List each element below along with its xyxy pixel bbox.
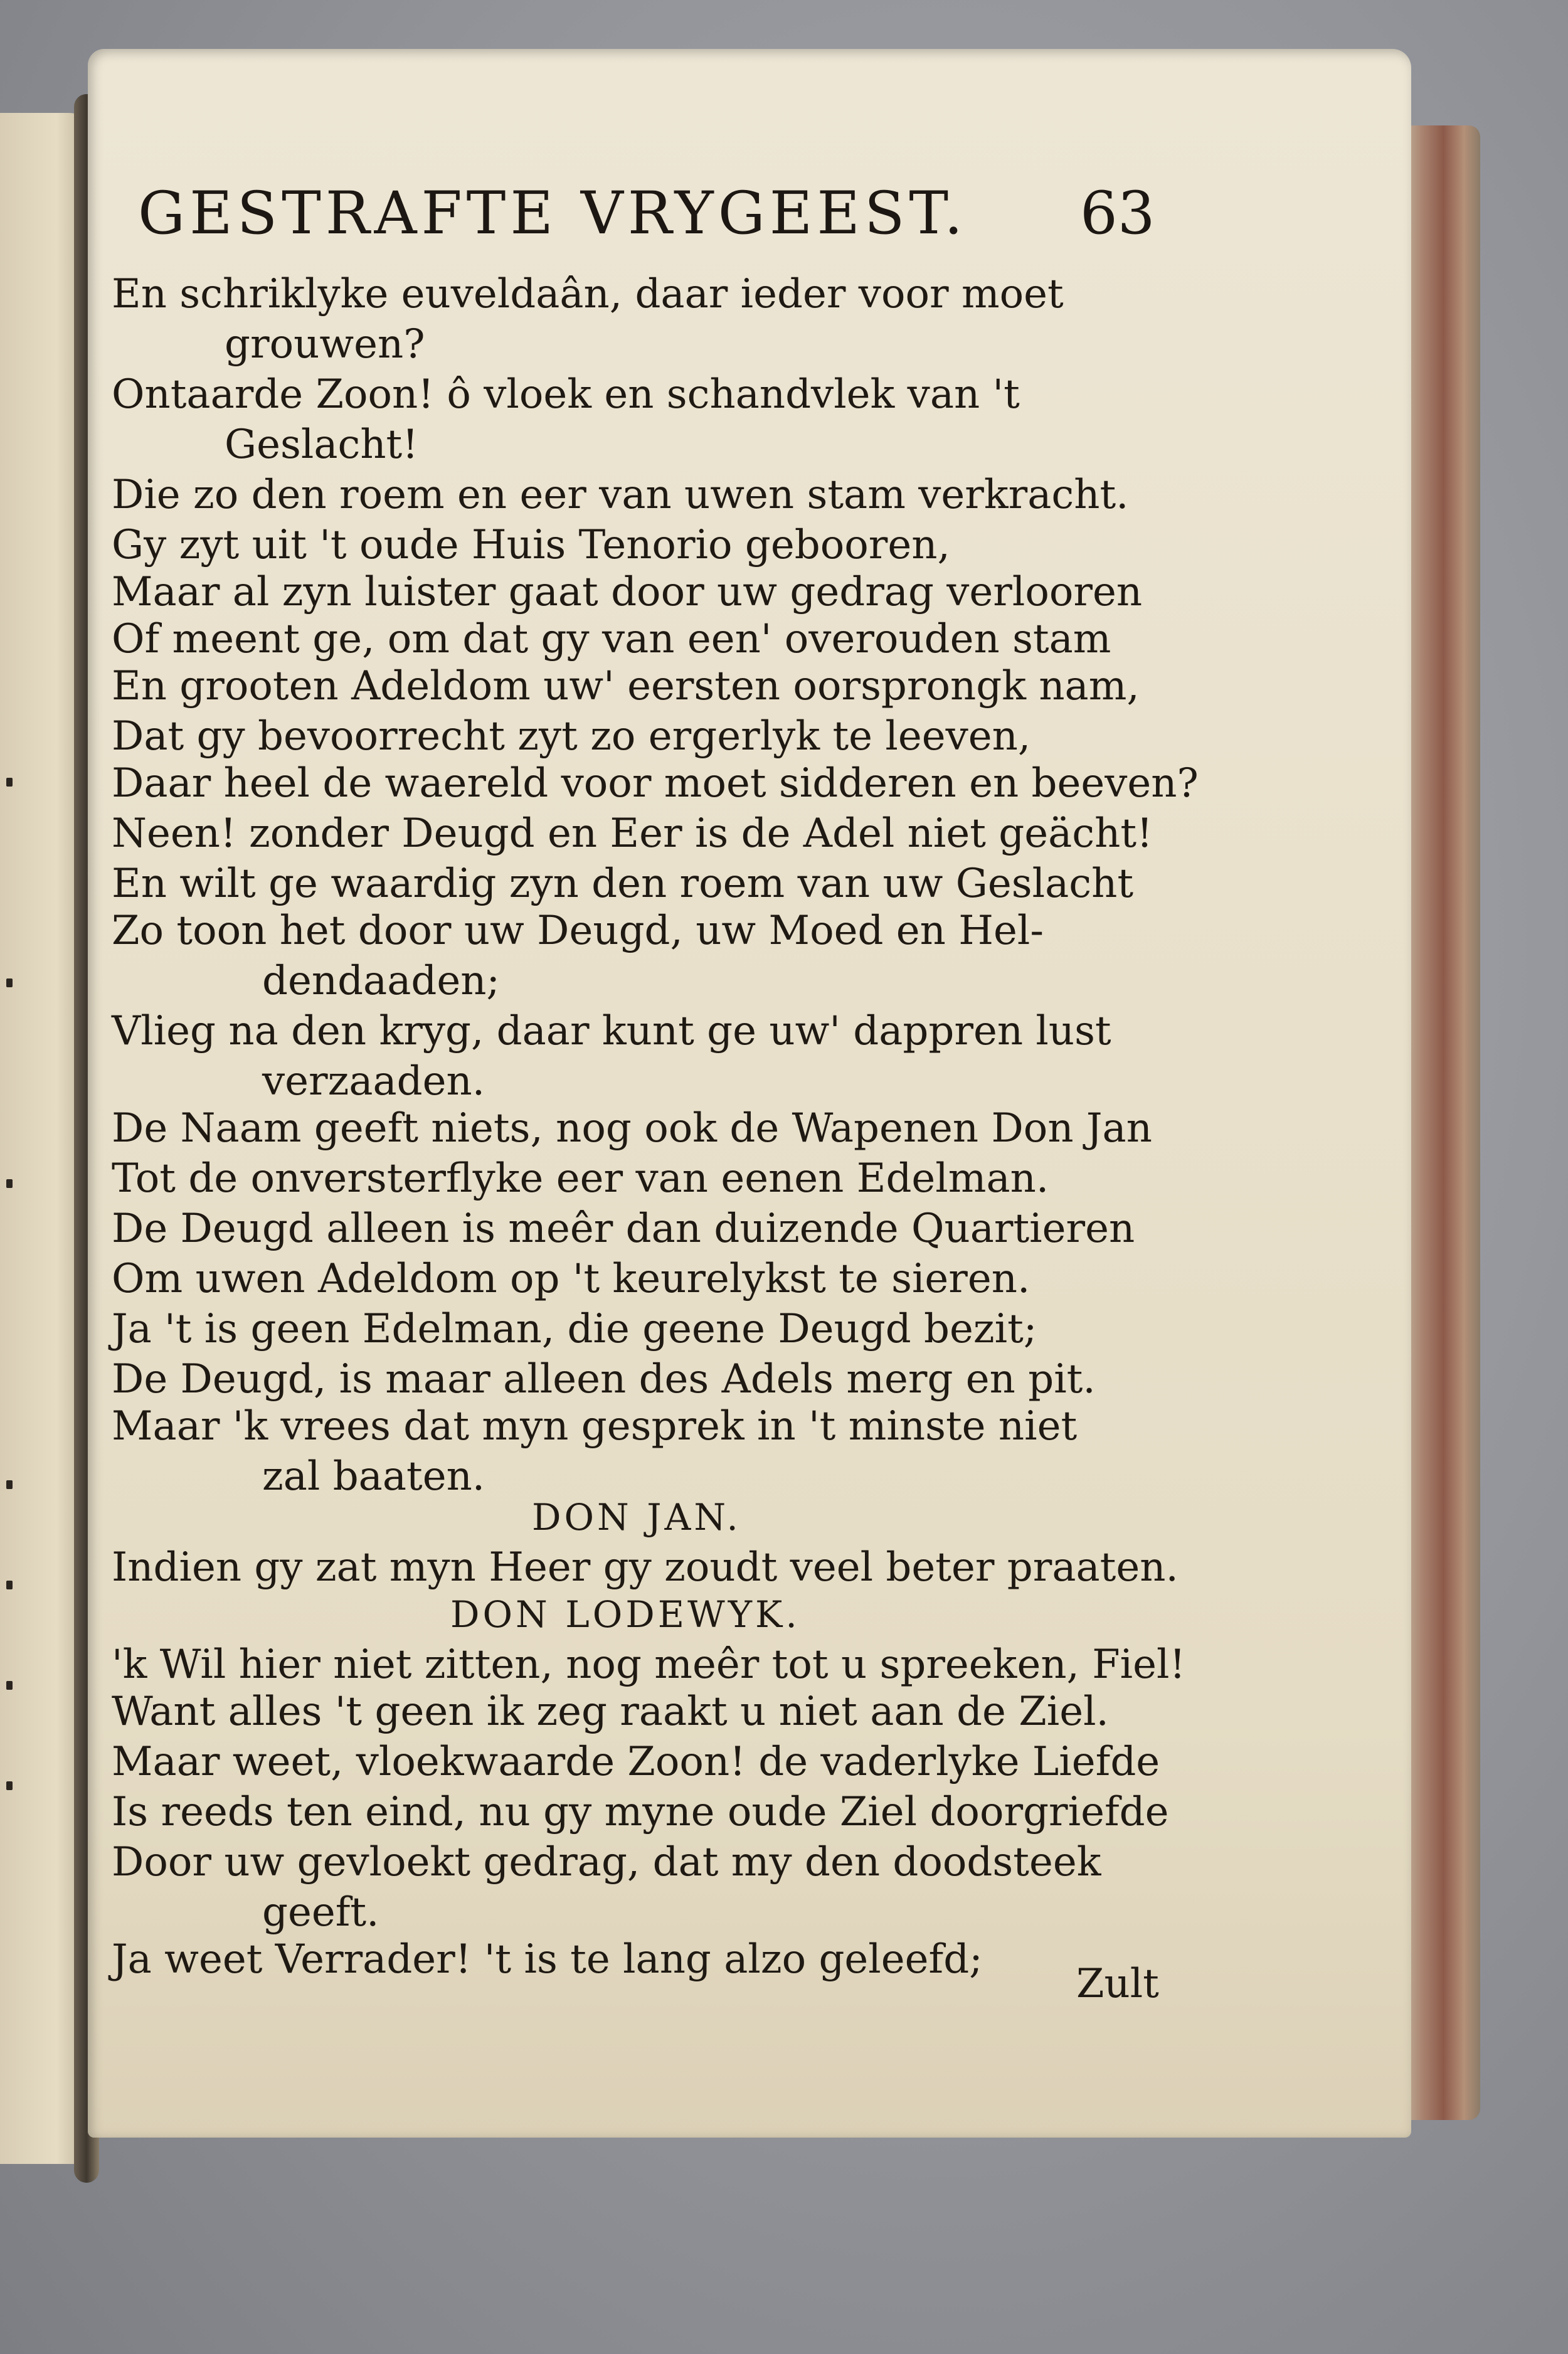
verse-line: De Deugd, is maar alleen des Adels merg en pit. [112, 1356, 1096, 1402]
verse-line: De Deugd alleen is meêr dan duizende Quartieren [112, 1206, 1135, 1252]
text-fragment [6, 1781, 13, 1790]
verse-line: De Naam geeft niets, nog ook de Wapenen Don Jan [112, 1105, 1152, 1152]
verse-line: Maar 'k vrees dat myn gesprek in 't minste niet [112, 1403, 1078, 1450]
verse-line: Ja 't is geen Edelman, die geene Deugd bezit; [112, 1306, 1037, 1352]
verse-line: En schriklyke euveldaân, daar ieder voor moet [112, 271, 1064, 317]
verse-line-continuation: zal baaten. [262, 1453, 485, 1500]
text-fragment [6, 978, 13, 987]
verse-line: Maar weet, vloekwaarde Zoon! de vaderlyke Liefde [112, 1739, 1160, 1785]
verse-line: Of meent ge, om dat gy van een' overouden stam [112, 616, 1111, 662]
verse-line: Is reeds ten eind, nu gy myne oude Ziel doorgriefde [112, 1789, 1169, 1835]
running-head: GESTRAFTE VRYGEEST. [138, 179, 968, 248]
page-number: 63 [1080, 179, 1155, 248]
verse-line-continuation: geeft. [262, 1889, 379, 1936]
verse-line: Die zo den roem en eer van uwen stam verkracht. [112, 472, 1129, 518]
verse-line: Ja weet Verrader! 't is te lang alzo geleefd; [112, 1936, 983, 1983]
text-fragment [6, 778, 13, 787]
verse-line-continuation: Geslacht! [225, 421, 418, 468]
verse-line: En wilt ge waardig zyn den roem van uw Geslacht [112, 861, 1134, 907]
verse-line: 'k Wil hier niet zitten, nog meêr tot u spreeken, Fiel! [112, 1641, 1186, 1688]
text-fragment [6, 1681, 13, 1690]
verse-line: Door uw gevloekt gedrag, dat my den doodsteek [112, 1839, 1101, 1885]
verse-line: Neen! zonder Deugd en Eer is de Adel niet geächt! [112, 810, 1153, 857]
verse-line: Indien gy zat myn Heer gy zoudt veel beter praaten. [112, 1544, 1179, 1591]
verse-line-continuation: dendaaden; [262, 958, 500, 1004]
verse-text [112, 0, 1199, 2070]
verse-line: Vlieg na den kryg, daar kunt ge uw' dappren lust [112, 1008, 1111, 1054]
catchword: Zult [1076, 1961, 1159, 2007]
verse-line: Om uwen Adeldom op 't keurelykst te sieren. [112, 1256, 1030, 1302]
verse-line: Want alles 't geen ik zeg raakt u niet aan de Ziel. [112, 1689, 1109, 1735]
verse-line: Tot de onversterflyke eer van eenen Edelman. [112, 1155, 1049, 1202]
verse-line-continuation: grouwen? [225, 321, 425, 368]
verse-line: Gy zyt uit 't oude Huis Tenorio gebooren, [112, 522, 950, 568]
verse-line-continuation: verzaaden. [262, 1058, 485, 1105]
verse-line: Maar al zyn luister gaat door uw gedrag verlooren [112, 569, 1143, 615]
verse-line: Zo toon het door uw Deugd, uw Moed en Hel- [112, 908, 1044, 954]
verse-line: En grooten Adeldom uw' eersten oorsprongk nam, [112, 663, 1140, 709]
verse-line: Ontaarde Zoon! ô vloek en schandvlek van 't [112, 371, 1020, 418]
text-fragment [6, 1179, 13, 1188]
verse-line: Dat gy bevoorrecht zyt zo ergerlyk te leeven, [112, 713, 1031, 760]
verse-line: Daar heel de waereld voor moet sidderen en beeven? [112, 760, 1199, 807]
speaker-don-lodewyk: DON LODEWYK. [450, 1593, 800, 1636]
text-fragment [6, 1581, 13, 1589]
text-fragment [6, 1480, 13, 1489]
speaker-don-jan: DON JAN. [532, 1496, 741, 1539]
